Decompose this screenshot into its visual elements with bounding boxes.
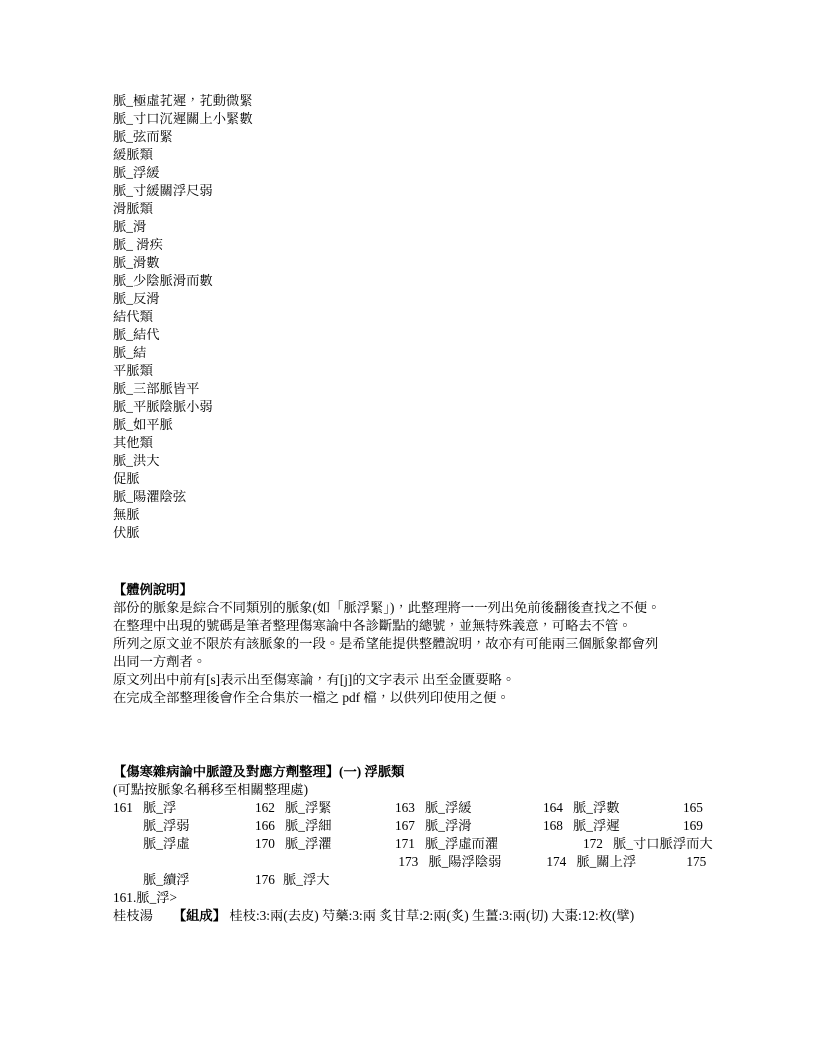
entry-name[interactable]: 脈_浮細 (285, 818, 332, 833)
entry-number: 163 (395, 800, 415, 815)
entry-number: 171 (395, 836, 415, 851)
entry-cell[interactable] (543, 799, 683, 817)
spacer (113, 707, 725, 763)
entry-cell[interactable] (398, 853, 546, 871)
explanation-line: 出同一方劑者。 (113, 654, 207, 669)
explanation-line: 在完成全部整理後會作全合集於一檔之 pdf 檔，以供列印使用之便。 (113, 690, 510, 705)
entry-name[interactable]: 脈_浮數 (573, 800, 620, 815)
entry-number: 172 (583, 836, 603, 851)
page-content (113, 92, 725, 925)
formula-label: 【組成】 (179, 908, 227, 923)
entry-name[interactable]: 脈_浮弱 (143, 818, 190, 833)
section-title: 【傷寒雜病論中脈證及對應方劑整理】(一) 浮脈類 (113, 764, 405, 779)
entry-cell[interactable] (113, 799, 255, 817)
list-item: 脈_滑數 (113, 255, 160, 270)
list-item: 脈_滑 (113, 219, 147, 234)
entry-number: 173 (398, 854, 419, 869)
entry-cell[interactable] (113, 817, 255, 835)
entry-cell[interactable] (395, 835, 543, 853)
entry-name[interactable]: 脈_浮虛 (143, 836, 190, 851)
entry-cell[interactable] (583, 835, 713, 853)
entry-number: 167 (395, 818, 415, 833)
entry-cell[interactable] (113, 871, 255, 889)
entry-name[interactable]: 脈_浮滑 (425, 818, 472, 833)
entry-cell[interactable] (255, 871, 330, 889)
entry-number: 176 (255, 872, 275, 887)
entry-cell[interactable] (395, 799, 543, 817)
list-item: 脈_ 滑疾 (113, 237, 163, 252)
entry-name[interactable]: 脈_浮緩 (425, 800, 472, 815)
list-item: 脈_平脈陰脈小弱 (113, 399, 213, 414)
entry-name[interactable]: 脈_浮遲 (573, 818, 620, 833)
entry-name[interactable]: 脈_續浮 (143, 872, 190, 887)
formula-name: 桂枝湯 (113, 908, 153, 923)
table-row (113, 799, 725, 817)
entry-number: 162 (255, 800, 275, 815)
list-item: 脈_寸口沉遲關上小緊數 (113, 111, 253, 126)
entry-number: 170 (255, 836, 275, 851)
list-item: 脈_洪大 (113, 453, 160, 468)
entry-cell[interactable] (546, 853, 686, 871)
explanation-line: 原文列出中前有[s]表示出至傷寒論，有[j]的文字表示 出至金匱要略。 (113, 672, 516, 687)
list-item: 無脈 (113, 507, 140, 522)
list-item: 其他類 (113, 435, 153, 450)
entry-cell[interactable] (255, 835, 395, 853)
entry-cell[interactable] (113, 835, 255, 853)
list-item: 促脈 (113, 471, 140, 486)
table-row (113, 835, 725, 853)
table-row (113, 871, 725, 889)
list-item: 脈_浮緩 (113, 165, 160, 180)
formula-body: 桂枝:3:兩(去皮) 芍藥:3:兩 炙甘草:2:兩(炙) 生薑:3:兩(切) 大棗:12:枚(擘) (229, 908, 635, 923)
entry-name[interactable]: 脈_寸口脈浮而大 (613, 836, 713, 851)
entry-number: 161 (113, 800, 133, 815)
entry-name[interactable]: 脈_陽浮陰弱 (428, 854, 502, 869)
entry-name[interactable]: 脈_浮灈 (285, 836, 332, 851)
entry-number: 165 (683, 800, 703, 815)
list-item: 脈_三部脈皆平 (113, 381, 200, 396)
table-row (113, 817, 725, 835)
list-item: 脈_反滑 (113, 291, 160, 306)
entry-name-continuation[interactable] (0, 853, 113, 871)
explanation-block (113, 581, 725, 707)
list-item: 脈_寸緩關浮尺弱 (113, 183, 213, 198)
entry-number: 174 (546, 854, 567, 869)
spacer (113, 542, 725, 581)
list-item: 脈_少陰脈滑而數 (113, 273, 213, 288)
explanation-line: 所列之原文並不限於有該脈象的一段。是希望能提供整體說明，故亦有可能兩三個脈象都會列 (113, 636, 659, 651)
formula-block (113, 907, 713, 925)
list-item: 脈_極虛芤遲，芤動微緊 (113, 93, 253, 108)
entry-number: 166 (255, 818, 275, 833)
entry-name[interactable]: 脈_浮緊 (285, 800, 332, 815)
entry-cell[interactable] (255, 799, 395, 817)
list-item: 緩脈類 (113, 147, 153, 162)
list-item: 脈_陽灈陰弦 (113, 489, 187, 504)
entry-name[interactable]: 脈_浮 (143, 800, 177, 815)
list-item: 滑脈類 (113, 201, 153, 216)
entry-cell[interactable] (543, 817, 683, 835)
entry-name[interactable]: 脈_關上浮 (576, 854, 637, 869)
table-row (113, 853, 725, 871)
list-item: 脈_弦而緊 (113, 129, 173, 144)
list-item: 脈_結代 (113, 327, 160, 342)
section-note: (可點按脈象名稱移至相關整理處) (113, 782, 309, 797)
list-item: 脈_結 (113, 345, 147, 360)
list-item: 平脈類 (113, 363, 153, 378)
explanation-line: 在整理中出現的號碼是筆者整理傷寒論中各診斷點的總號，並無特殊義意，可略去不管。 (113, 618, 632, 633)
entry-number: 175 (686, 854, 707, 869)
list-item: 伏脈 (113, 525, 140, 540)
entry-name[interactable]: 脈_浮大 (283, 872, 330, 887)
pulse-index-list (113, 92, 725, 542)
entry-number: 168 (543, 818, 563, 833)
list-item: 結代類 (113, 309, 153, 324)
pulse-entry-grid (113, 799, 725, 889)
entry-name[interactable]: 脈_浮虛而灈 (425, 836, 499, 851)
entry-cell[interactable] (255, 817, 395, 835)
entry-number: 169 (683, 818, 703, 833)
entry-anchor: 161.脈_浮> (113, 890, 178, 905)
explanation-heading: 【體例說明】 (113, 582, 193, 597)
list-item: 脈_如平脈 (113, 417, 173, 432)
entry-cell[interactable] (395, 817, 543, 835)
explanation-line: 部份的脈象是綜合不同類別的脈象(如「脈浮緊」)，此整理將一一列出免前後翻後查找之不便。 (113, 600, 661, 615)
entry-number: 164 (543, 800, 563, 815)
